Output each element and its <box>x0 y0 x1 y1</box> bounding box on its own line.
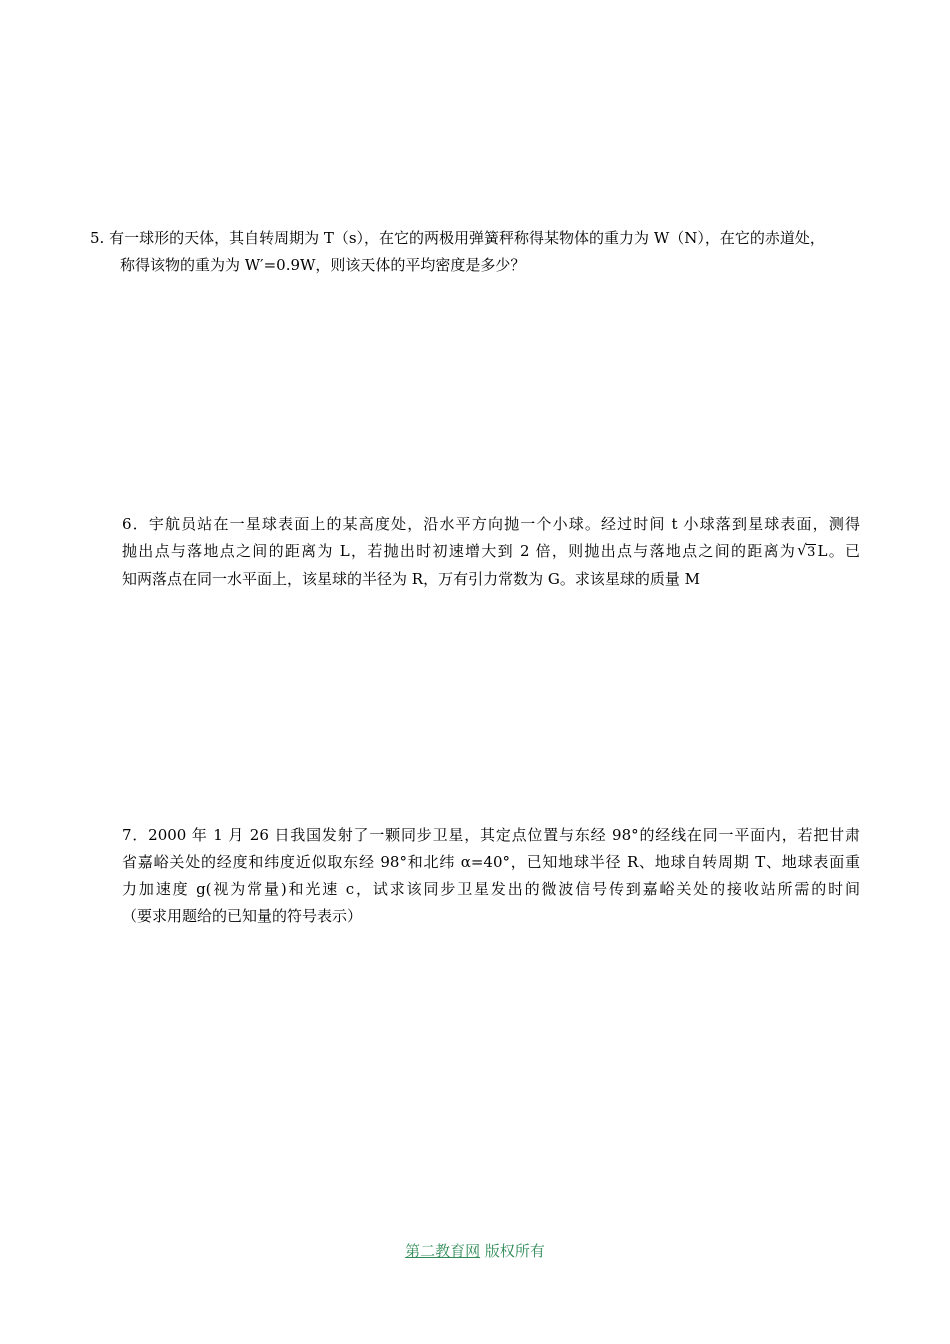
problem-7-line-2: 省嘉峪关处的经度和纬度近似取东经 98°和北纬 α=40°，已知地球半径 R、地球自转周期 T、地球表面重 <box>122 853 860 871</box>
problem-7-line-4: （要求用题给的已知量的符号表示） <box>122 907 363 925</box>
problem-6-line-3: 知两落点在同一水平面上，该星球的半径为 R，万有引力常数为 G。求该星球的质量 M <box>122 570 700 588</box>
sqrt-radicand: 3 <box>807 545 816 560</box>
footer <box>0 1240 950 1262</box>
problem-6 <box>122 511 860 593</box>
problem-5 <box>90 225 860 279</box>
problem-7 <box>122 822 860 930</box>
problem-6-line-2-text: 抛出点与落地点之间的距离为 L，若抛出时初速增大到 2 倍，则抛出点与落地点之间的距离为 <box>122 542 797 560</box>
problem-6-line-1: 6．宇航员站在一星球表面上的某高度处，沿水平方向抛一个小球。经过时间 t 小球落到星球表面，测得 <box>122 515 860 533</box>
footer-site-link[interactable]: 第二教育网 <box>405 1242 481 1260</box>
sqrt-symbol <box>797 539 816 566</box>
problem-7-line-3: 力加速度 g(视为常量)和光速 c，试求该同步卫星发出的微波信号传到嘉峪关处的接收站所需的时间 <box>122 880 860 898</box>
problem-5-line-1: 5. 有一球形的天体，其自转周期为 T（s），在它的两极用弹簧秤称得某物体的重力为 W（N），在它的赤道处， <box>90 229 825 247</box>
problem-7-line-1: 7．2000 年 1 月 26 日我国发射了一颗同步卫星，其定点位置与东经 98°的经线在同一平面内，若把甘肃 <box>122 826 860 844</box>
footer-copyright: 版权所有 <box>480 1242 545 1260</box>
problem-6-line-2 <box>122 538 860 566</box>
problem-6-line-2-tail: L。已 <box>817 542 860 560</box>
problem-5-line-2: 称得该物的重为为 W′=0.9W，则该天体的平均密度是多少？ <box>120 256 526 274</box>
